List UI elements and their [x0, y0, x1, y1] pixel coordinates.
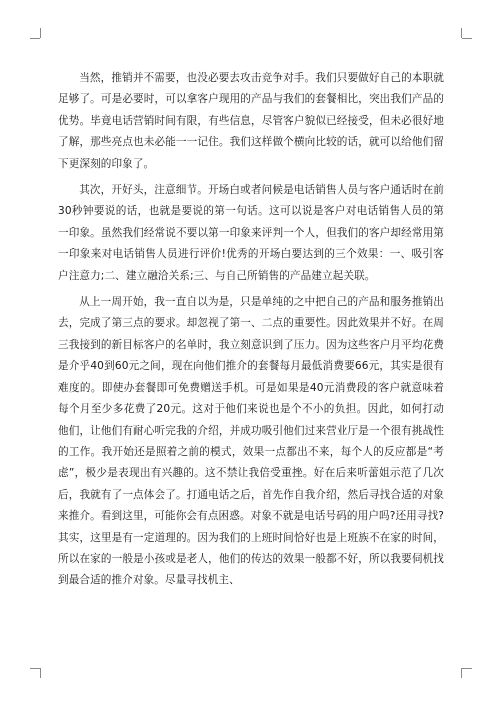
- paragraph-1: 当然，推销并不需要，也没必要去攻击竞争对手。我们只要做好自己的本职就足够了。可是必要时，可以拿客户现用的产品与我们的套餐相比，突出我们产品的优势。毕竟电话营销时间有限，有些信息，尽管客户貌似已经接受，但未必很好地了解，那些亮点也未必能一一记住。我们这样做个横向比较的话，就可以给他们留下更深刻的印象了。: [58, 72, 444, 170]
- crop-mark-bottom-right-v: [461, 668, 462, 678]
- crop-mark-bottom-right-h: [462, 668, 472, 669]
- crop-mark-top-left-h: [30, 38, 40, 39]
- crop-mark-bottom-left-h: [30, 668, 40, 669]
- crop-mark-bottom-left-v: [40, 668, 41, 678]
- crop-mark-top-right-v: [461, 28, 462, 38]
- crop-mark-top-left-v: [40, 28, 41, 38]
- crop-mark-top-right-h: [462, 38, 472, 39]
- document-body: [58, 68, 444, 597]
- paragraph-3: 从上一周开始，我一直自以为是，只是单纯的之中把自己的产品和服务推销出去，完成了第三点的要求。却忽视了第一、二点的重要性。因此效果并不好。在周三我接到的新目标客户的名单时，我立刻意识到了压力。因为这些客户月平均花费是介乎40到60元之间，现在向他们推介的套餐每月最低消费要66元，其实是很有难度的。即使办套餐即可免费赠送手机。可是如果是40元消费段的客户就意味着每个月至少多花费了20元。这对于他们来说也是个不小的负担。因此，如何打动他们，让他们有耐心听完我的介绍，并成功吸引他们过来营业厅是一个很有挑战性的工作。我开始还是照着之前的模式，效果一点都出不来，每个人的反应都是“考虑”，极少是表现出有兴趣的。这不禁让我倍受重挫。好在后来听蕾姐示范了几次后，我就有了一点体会了。打通电话之后，首先作自我介绍，然后寻找合适的对象来推介。看到这里，可能你会有点困惑。对象不就是电话号码的用户吗?还用寻找?其实，这里是有一定道理的。因为我们的上班时间恰好也是上班族不在家的时间，所以在家的一般是小孩或是老人，他们的传达的效果一般都不好，所以我要伺机找到最合适的推介对象。尽量寻找机主、: [58, 296, 444, 587]
- paragraph-2: 其次，开好头，注意细节。开场白或者问候是电话销售人员与客户通话时在前30秒钟要说的话，也就是要说的第一句话。这可以说是客户对电话销售人员的第一印象。虽然我们经常说不要以第一印象来评判一个人，但我们的客户却经常用第一印象来对电话销售人员进行评价!优秀的开场白要达到的三个效果：一、吸引客户注意力;二、建立融洽关系;三、与自己所销售的产品建立起关联。: [58, 184, 444, 282]
